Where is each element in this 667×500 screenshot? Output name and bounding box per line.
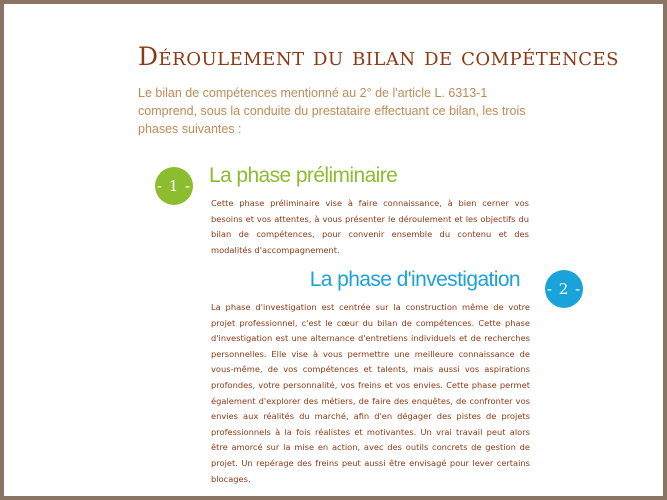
phase-1-number-badge: - 1 -: [155, 167, 193, 205]
phase-2-description: La phase d'investigation est centrée sur la construction même de votre projet professionnel, c'est le cœur du bilan de compétences. Cette phase d'investigation est une alternance d'entretiens individuels et de recherches personnelles. Elle vise à vous permettre une meilleure connaissance de vous-même, de vos compétences et talents, mais aussi vos aspirations profondes, votre personnalité, vos freins et vos envies. Cette phase permet également d'explorer des métiers, de faire des enquêtes, de confronter vos envies aux réalités du marché, afin d'en dégager des pistes de projets professionnels à la fois réalistes et motivantes. Un vrai travail peut alors être amorcé sur la mise en action, avec des outils concrets de gestion de projet. Un repérage des freins peut aussi être envisagé pour lever certains blocages.: [211, 302, 530, 484]
phase-1-title: La phase préliminaire: [209, 164, 398, 187]
phase-2-title: La phase d'investigation: [309, 268, 520, 291]
phase-1-description: Cette phase préliminaire vise à faire connaissance, à bien cerner vos besoins et vos attentes, à vous présenter le déroulement et les objectifs du bilan de compétences, pour convenir ensemble du contenu et des modalités d'accompagnement.: [211, 198, 529, 255]
page-title: Déroulement du bilan de compétences: [138, 42, 619, 71]
phase-2-number-badge: - 2 -: [545, 270, 583, 308]
intro-paragraph: Le bilan de compétences mentionné au 2° de l'article L. 6313-1 comprend, sous la conduite du prestataire effectuant ce bilan, les trois phases suivantes :: [138, 86, 526, 136]
